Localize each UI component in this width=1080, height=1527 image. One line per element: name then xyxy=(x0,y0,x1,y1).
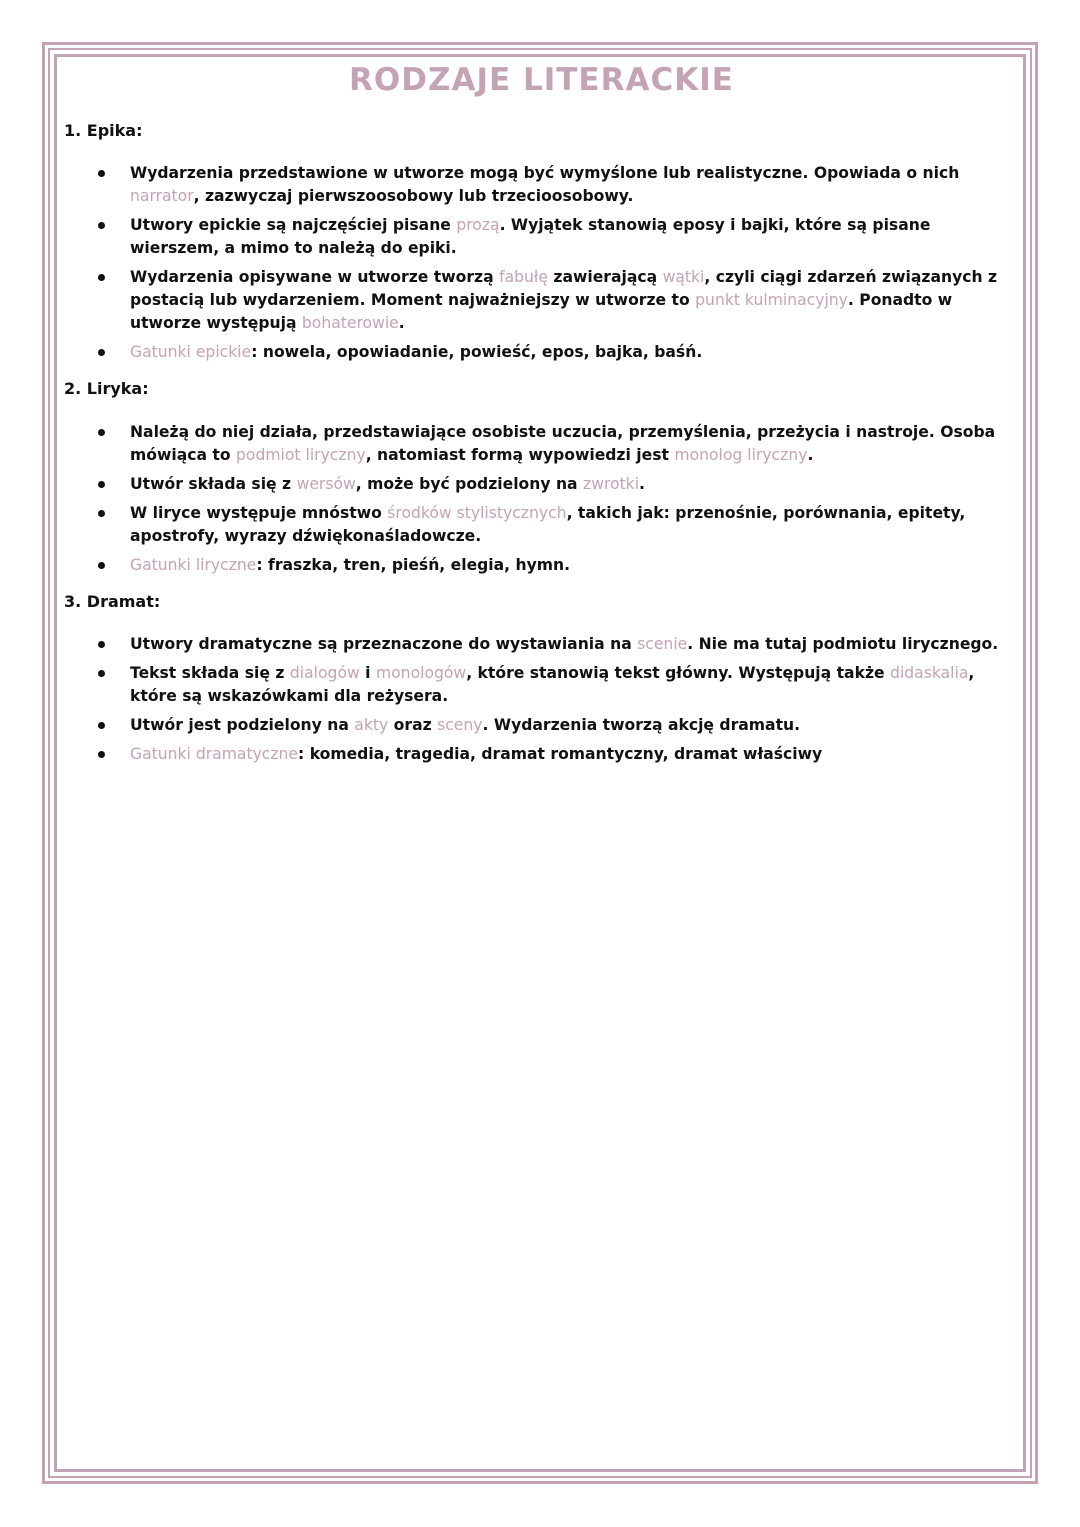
bullet-text: , natomiast formą wypowiedzi jest xyxy=(365,446,675,464)
bullet-text: . xyxy=(398,314,405,332)
bullet-dot-icon xyxy=(98,222,105,229)
bullet-text: , takich jak: przenośnie, porównania, epitety, apostrofy, wyrazy dźwiękonaśladowcze. xyxy=(130,504,966,545)
bullet-dot-icon xyxy=(98,722,105,729)
highlighted-term: monolog liryczny xyxy=(674,446,808,464)
bullet-text: i xyxy=(359,664,376,682)
highlighted-term: wersów xyxy=(296,475,356,493)
bullet-text: , zazwyczaj pierwszoosobowy lub trzecioosobowy. xyxy=(193,187,634,205)
highlighted-term: zwrotki xyxy=(583,475,640,493)
bullet-dot-icon xyxy=(98,751,105,758)
bullet-item xyxy=(64,266,1019,335)
section-heading-liryka: 2. Liryka: xyxy=(64,379,149,398)
bullet-text: Utwór jest podzielony na xyxy=(130,716,355,734)
highlighted-term: środków stylistycznych xyxy=(387,504,567,522)
highlighted-term: Gatunki liryczne xyxy=(130,556,257,574)
bullet-dot-icon xyxy=(98,274,105,281)
page-title: RODZAJE LITERACKIE xyxy=(349,62,734,98)
bullet-text: , czyli ciągi zdarzeń związanych z postacią lub wydarzeniem. Moment najważniejszy w utworze to xyxy=(130,268,998,309)
bullet-text: . Wyjątek stanowią eposy i bajki, które są pisane wierszem, a mimo to należą do epiki. xyxy=(130,216,931,257)
bullet-text: oraz xyxy=(388,716,438,734)
highlighted-term: podmiot liryczny xyxy=(236,446,366,464)
bullet-dot-icon xyxy=(98,481,105,488)
bullet-list-dramat xyxy=(64,633,1019,772)
highlighted-term: dialogów xyxy=(289,664,360,682)
bullet-item xyxy=(64,502,1019,548)
document-body xyxy=(64,58,1019,763)
bullet-text: Utwór składa się z xyxy=(130,475,297,493)
bullet-dot-icon xyxy=(98,429,105,436)
bullet-text: , może być podzielony na xyxy=(355,475,584,493)
bullet-text: : nowela, opowiadanie, powieść, epos, bajka, baśń. xyxy=(251,343,703,361)
bullet-item xyxy=(64,341,1019,364)
section-heading-epika: 1. Epika: xyxy=(64,121,143,140)
bullet-dot-icon xyxy=(98,349,105,356)
highlighted-term: wątki xyxy=(662,268,705,286)
bullet-text: zawierającą xyxy=(547,268,663,286)
highlighted-term: Gatunki epickie xyxy=(130,343,252,361)
bullet-text: , które stanowią tekst główny. Występują także xyxy=(466,664,891,682)
highlighted-term: monologów xyxy=(375,664,467,682)
bullet-item xyxy=(64,162,1019,208)
bullet-text: . xyxy=(639,475,645,493)
highlighted-term: narrator xyxy=(130,187,194,205)
bullet-text: . Nie ma tutaj podmiotu lirycznego. xyxy=(687,635,999,653)
bullet-text: , które są wskazówkami dla reżysera. xyxy=(130,664,975,705)
bullet-dot-icon xyxy=(98,641,105,648)
highlighted-term: didaskalia xyxy=(890,664,969,682)
highlighted-term: bohaterowie xyxy=(301,314,399,332)
bullet-item xyxy=(64,662,1019,708)
section-heading-dramat: 3. Dramat: xyxy=(64,592,161,611)
bullet-item xyxy=(64,633,1019,656)
bullet-item xyxy=(64,714,1019,737)
bullet-text: Wydarzenia przedstawione w utworze mogą być wymyślone lub realistyczne. Opowiada o nich xyxy=(130,164,960,182)
highlighted-term: prozą xyxy=(456,216,500,234)
highlighted-term: Gatunki dramatyczne xyxy=(130,745,299,763)
bullet-text: Tekst składa się z xyxy=(130,664,290,682)
bullet-text: : komedia, tragedia, dramat romantyczny, dramat właściwy xyxy=(298,745,823,763)
bullet-dot-icon xyxy=(98,170,105,177)
bullet-dot-icon xyxy=(98,510,105,517)
bullet-text: Należą do niej działa, przedstawiające osobiste uczucia, przemyślenia, przeżycia i nastroje. Osoba mówiąca to xyxy=(130,423,996,464)
highlighted-term: punkt kulminacyjny xyxy=(695,291,848,309)
highlighted-term: akty xyxy=(354,716,389,734)
bullet-dot-icon xyxy=(98,562,105,569)
bullet-text: Utwory dramatyczne są przeznaczone do wystawiania na xyxy=(130,635,638,653)
highlighted-term: fabułę xyxy=(499,268,548,286)
bullet-text: Utwory epickie są najczęściej pisane xyxy=(130,216,457,234)
bullet-text: . xyxy=(807,446,814,464)
bullet-list-liryka xyxy=(64,421,1019,583)
bullet-list-epika xyxy=(64,162,1019,370)
bullet-item xyxy=(64,473,1019,496)
bullet-item xyxy=(64,421,1019,467)
bullet-text: . Ponadto w utworze występują xyxy=(130,291,953,332)
bullet-item xyxy=(64,554,1019,577)
bullet-item xyxy=(64,214,1019,260)
bullet-text: Wydarzenia opisywane w utworze tworzą xyxy=(130,268,500,286)
bullet-dot-icon xyxy=(98,670,105,677)
highlighted-term: sceny xyxy=(437,716,483,734)
bullet-text: : fraszka, tren, pieśń, elegia, hymn. xyxy=(256,556,571,574)
bullet-text: W liryce występuje mnóstwo xyxy=(130,504,388,522)
bullet-text: . Wydarzenia tworzą akcję dramatu. xyxy=(482,716,801,734)
bullet-item xyxy=(64,743,1019,766)
highlighted-term: scenie xyxy=(637,635,688,653)
